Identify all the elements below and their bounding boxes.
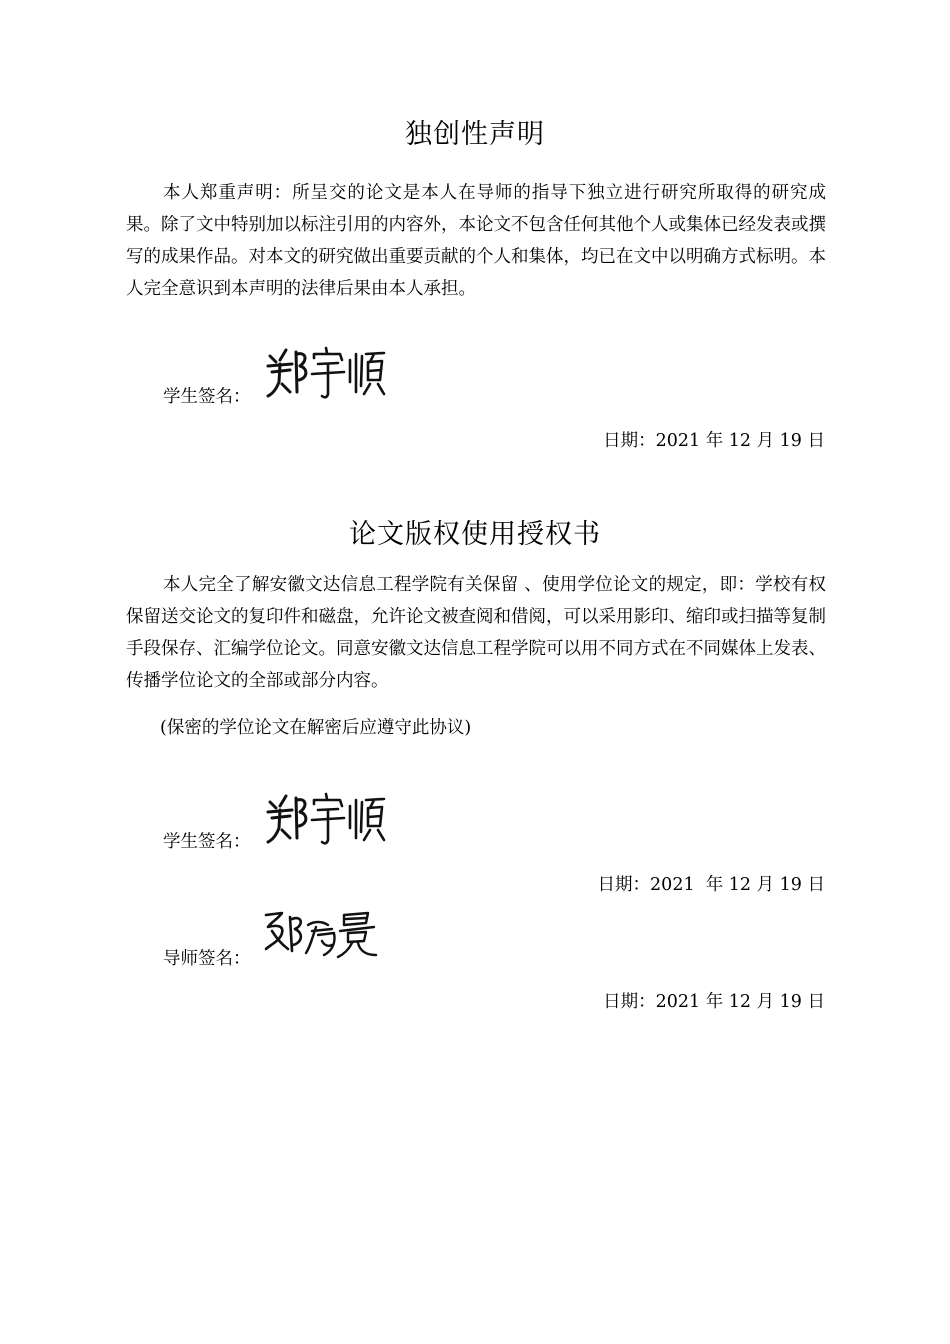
authorization-body: 本人完全了解安徽文达信息工程学院有关保留 、使用学位论文的规定，即：学校有权保留送交论文的复印件和磁盘，允许论文被查阅和借阅，可以采用影印、缩印或扫描等复制手段保存、汇编学位论文。同意安徽文达信息工程学院可以用不同方式在不同媒体上发表、传播学位论文的全部或部分内容。 [126, 575, 826, 691]
confidential-note: (保密的学位论文在解密后应遵守此协议) [160, 718, 472, 738]
student-signature-date: 日期：2021 年 12 月 19 日 [597, 875, 825, 895]
authorization-title: 论文版权使用授权书 [349, 519, 601, 550]
student-handwritten-signature-2 [264, 788, 384, 850]
advisor-handwritten-signature [262, 905, 382, 963]
declaration-date: 日期：2021 年 12 月 19 日 [603, 431, 825, 451]
student-handwritten-signature [264, 342, 384, 404]
advisor-signature-label: 导师签名： [163, 949, 251, 969]
declaration-title: 独创性声明 [405, 119, 545, 150]
advisor-signature-date: 日期：2021 年 12 月 19 日 [603, 992, 825, 1012]
student-signature-label-2: 学生签名： [163, 832, 251, 852]
declaration-body: 本人郑重声明：所呈交的论文是本人在导师的指导下独立进行研究所取得的研究成果。除了文中特别加以标注引用的内容外，本论文不包含任何其他个人或集体已经发表或撰写的成果作品。对本文的研究做出重要贡献的个人和集体，均已在文中以明确方式标明。本人完全意识到本声明的法律后果由本人承担。 [126, 183, 826, 299]
student-signature-label: 学生签名： [163, 387, 251, 407]
